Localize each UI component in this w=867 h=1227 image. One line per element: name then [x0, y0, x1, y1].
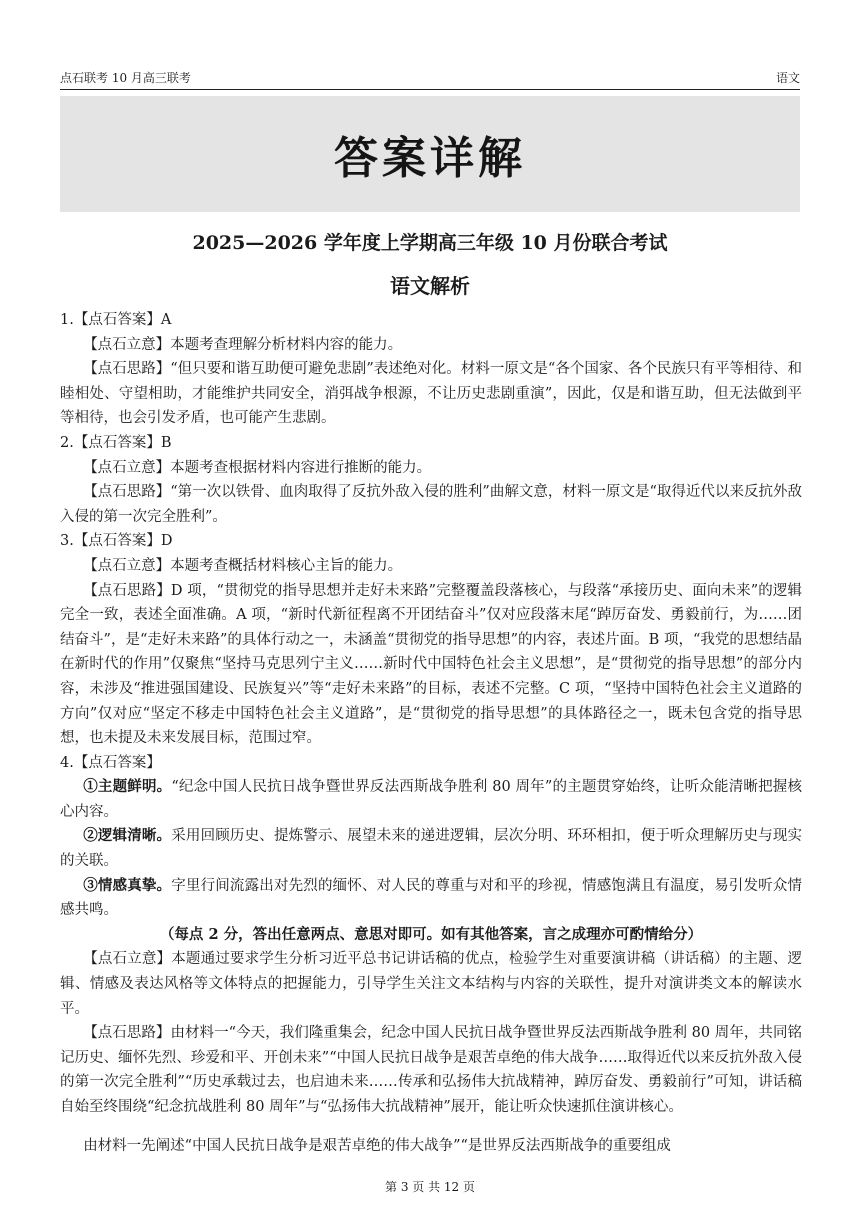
- q4-point-2-text: 采用回顾历史、提炼警示、展望未来的递进逻辑，层次分明、环环相扣，便于听众理解历史与现实的关联。: [60, 828, 803, 870]
- page-header: [60, 67, 800, 90]
- q4-intent: 【点石立意】本题通过要求学生分析习近平总书记讲话稿的优点，检验学生对重要演讲稿（讲话稿）的主题、逻辑、情感及表达风格等文体特点的把握能力，引导学生关注文本结构与内容的关联性，提升对演讲类文本的解读水平。: [60, 951, 802, 1017]
- q2-intent: 【点石立意】本题考查根据材料内容进行推断的能力。: [83, 459, 432, 476]
- q4-continued-text: 由材料一先阐述“中国人民抗日战争是艰苦卓绝的伟大战争”“是世界反法西斯战争的重要组成: [83, 1137, 671, 1154]
- q4-scoring-note: （每点 2 分，答出任意两点、意思对即可。如有其他答案，言之成理亦可酌情给分）: [159, 925, 703, 943]
- q2-idea: 【点石思路】“第一次以铁骨、血肉取得了反抗外敌入侵的胜利”曲解文意，材料一原文是“取得近代以来反抗外敌入侵的第一次完全胜利”。: [60, 484, 802, 525]
- q1-idea: 【点石思路】“但只要和谐互助便可避免悲剧”表述绝对化。材料一原文是“各个国家、各个民族只有平等相待、和睦相处、守望相助，才能维护共同安全，消弭战争根源，不让历史悲剧重演”，因此，仅是和谐互助，但无法做到平等相待，也会引发矛盾，也可能产生悲剧。: [60, 361, 802, 427]
- q3-intent: 【点石立意】本题考查概括材料核心主旨的能力。: [83, 557, 403, 574]
- q3-answer: 3.【点石答案】D: [60, 533, 173, 550]
- q2-answer: 2.【点石答案】B: [60, 434, 172, 451]
- q1-answer: 1.【点石答案】A: [60, 312, 172, 328]
- section-title: 语文解析: [390, 274, 470, 298]
- q4-point-3-text: 字里行间流露出对先烈的缅怀、对人民的尊重与对和平的珍视，情感饱满且有温度，易引发听众情感共鸣。: [60, 877, 803, 919]
- banner-title: 答案详解: [334, 133, 526, 184]
- q1-intent: 【点石立意】本题考查理解分析材料内容的能力。: [83, 336, 403, 353]
- q4-point-1: [60, 775, 802, 824]
- header-exam-name: 点石联考 10 月高三联考: [60, 71, 191, 85]
- q4-point-3-label: ③情感真挚。: [83, 876, 172, 894]
- q4-answer: 4.【点石答案】: [60, 754, 161, 771]
- answer-content: [60, 308, 802, 1158]
- q4-point-1-text: “纪念中国人民抗日战争暨世界反法西斯战争胜利 80 周年”的主题贯穿始终，让听众能清晰把握核心内容。: [60, 779, 802, 820]
- title-banner: [60, 96, 800, 212]
- exam-title: 2025—2026 学年度上学期高三年级 10 月份联合考试: [192, 232, 668, 254]
- page-number: 第 3 页 共 12 页: [385, 1180, 475, 1194]
- header-subject: 语文: [775, 71, 800, 85]
- q4-point-2: [60, 824, 802, 873]
- q4-idea: 【点石思路】由材料一“今天，我们隆重集会，纪念中国人民抗日战争暨世界反法西斯战争胜利 80 周年，共同铭记历史、缅怀先烈、珍爱和平、开创未来”“中国人民抗日战争是艰苦卓绝的伟大战争……取得近代以来反抗外敌入侵的第一次完全胜利”“历史承载过去，也启迪未来……传承和弘扬伟大抗战精神，踔厉奋发、勇毅前行”可知，讲话稿自始至终围绕“纪念抗战胜利 80 周年”与“弘扬伟大抗战精神”展开，能让听众快速抓住演讲核心。: [60, 1025, 802, 1115]
- q3-idea: 【点石思路】D 项，“贯彻党的指导思想并走好未来路”完整覆盖段落核心，与段落“承接历史、面向未来”的逻辑完全一致，表述全面准确。A 项，“新时代新征程离不开团结奋斗”仅对应段落末尾“踔厉奋发、勇毅前行，为……团结奋斗”，是“走好未来路”的具体行动之一，未涵盖“贯彻党的指导思想”的内容，表述片面。B 项，“我党的思想结晶在新时代的作用”仅聚焦“坚持马克思列宁主义……新时代中国特色社会主义思想”，是“贯彻党的指导思想”的部分内容，未涉及“推进强国建设、民族复兴”等“走好未来路”的目标，表述不完整。C 项，“坚持中国特色社会主义道路的方向”仅对应“坚定不移走中国特色社会主义道路”，是“贯彻党的指导思想”的具体路径之一，既未包含党的指导思想，也未提及未来发展目标，范围过窄。: [60, 582, 802, 747]
- q4-point-3: [60, 874, 802, 923]
- q4-point-1-label: ①主题鲜明。: [83, 778, 172, 796]
- q4-point-2-label: ②逻辑清晰。: [83, 827, 172, 845]
